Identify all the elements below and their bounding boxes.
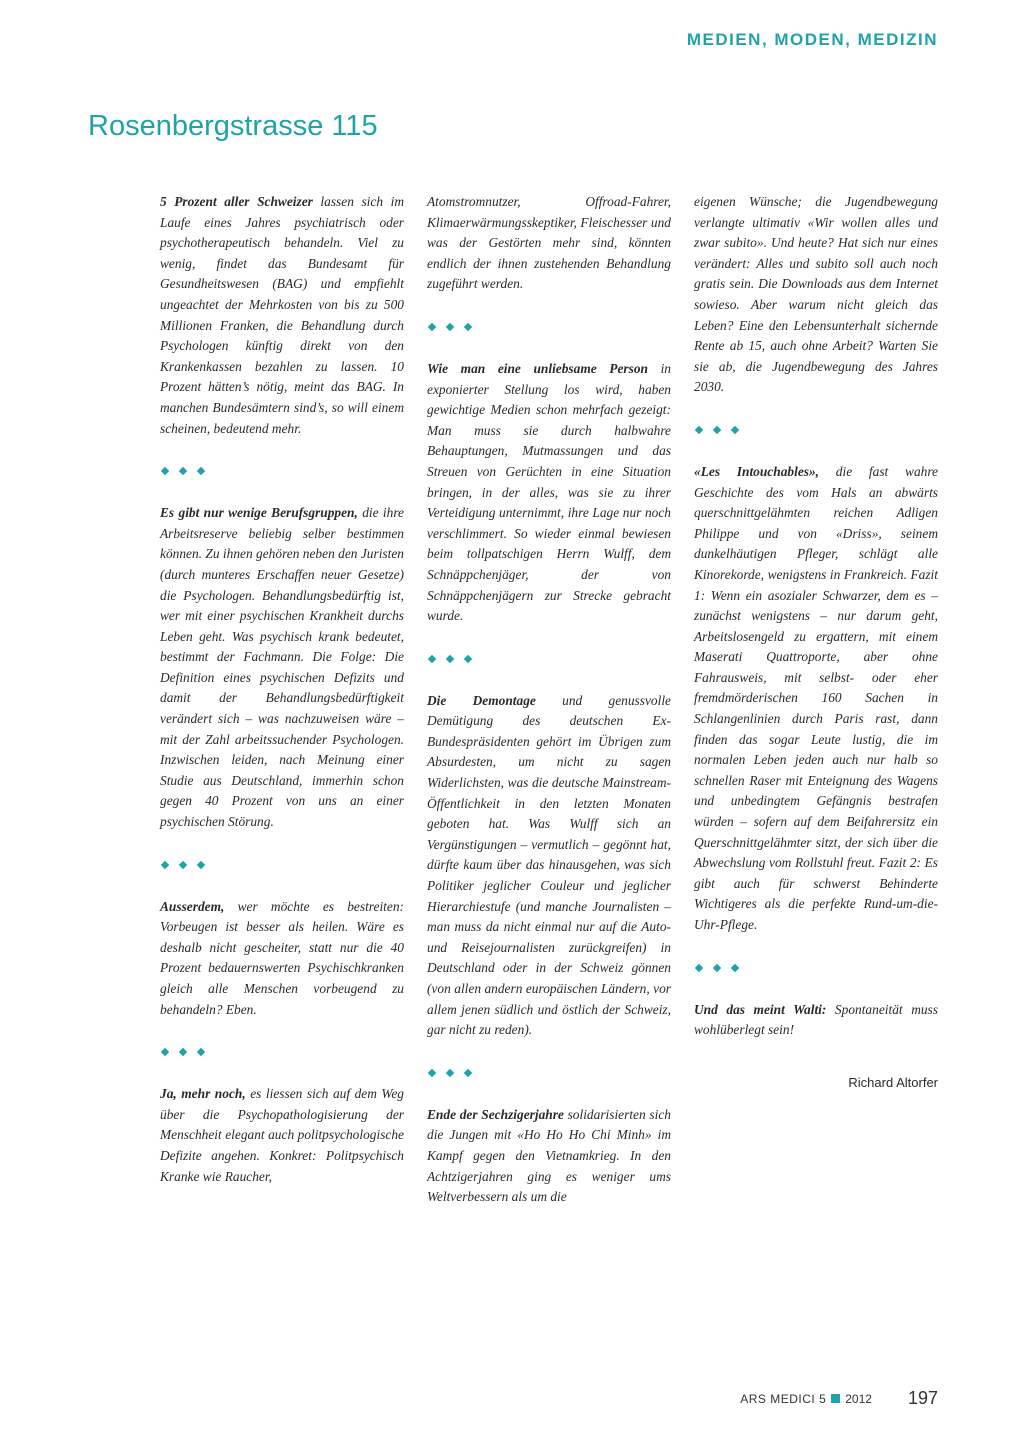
diamond-icon [428,323,436,331]
article-column-1 [160,192,404,1187]
journal-name: ARS MEDICI 5 [740,1391,827,1406]
page-title: Rosenbergstrasse 115 [88,110,378,142]
diamond-icon [713,963,721,971]
section-divider [160,461,404,481]
diamond-icon [446,1069,454,1077]
diamond-icon [464,323,472,331]
article-column-3 [694,192,938,1093]
section-divider [694,958,938,978]
diamond-icon [179,1048,187,1056]
section-divider [427,1063,671,1083]
article-column-2 [427,192,671,1208]
diamond-icon [428,1069,436,1077]
diamond-icon [179,860,187,868]
paragraph [427,359,671,627]
diamond-icon [161,467,169,475]
paragraph [160,503,404,833]
diamond-icon [464,654,472,662]
diamond-icon [731,963,739,971]
paragraph-text: lassen sich im Laufe eines Jahres psychiatrisch oder psychotherapeutisch behandeln. Viel zu wenig, findet das Bundesamt für Gesundheitswesen (BAG) und empfiehlt ungeachtet der Mehrkosten von bis zu 500 Millionen Franken, die Behandlung durch Psychologen künftig direkt von den Krankenkassen bezahlen zu lassen. 10 Prozent hätten’s nötig, meint das BAG. In manchen Bundesämtern sind’s, so will einem scheinen, bedeutend mehr. [160,194,404,436]
paragraph-text: Spontaneität muss wohlüberlegt sein! [694,1001,938,1038]
diamond-icon [197,860,205,868]
paragraph-lead: «Les Intouchables», [694,463,820,479]
paragraph-text: wer möchte es bestreiten: Vorbeugen ist besser als heilen. Wäre es deshalb nicht gescheiter, statt nur die 40 Prozent bedauernswerten Psychischkranken gleich alle Menschen vorbeugend zu behandeln? Eben. [160,898,404,1017]
diamond-icon [428,654,436,662]
section-divider [160,1042,404,1062]
section-label: MEDIEN, MODEN, MEDIZIN [686,30,938,49]
paragraph-text: die fast wahre Geschichte des vom Hals an abwärts querschnittgelähmten reichen Adligen Philippe und von «Driss», seinem dunkelhäutigen Pfleger, schlägt alle Kinorekorde, wenigstens in Frankreich. Fazit 1: Wenn ein asozialer Schwarzer, dem es – zunächst wenigstens – nur darum geht, Arbeitslosengeld zu ergattern, mit einem Maserati Quattroporte, aber ohne Fahrausweis, mit selbst- oder eher fremdmörderischen 160 Sachen in Schlangenlinien durch Paris rast, dann finden das sogar Leute lustig, die im normalen Leben jeden auch nur halb so schnellen Raser mit Enteignung des Wagens und unbedingtem Gefängnis bestrafen würden – sofern auf dem Beifahrersitz ein Querschnittgelähmter sitzt, der sich über die Abwechslung vom Rollstuhl freut. Fazit 2: Es gibt auch für schwerst Behinderte Wichtigeres als die perfekte Rund-um-die-Uhr-Pflege. [694,463,938,932]
paragraph [427,1105,671,1208]
page-number: 197 [907,1388,938,1408]
section-divider [160,855,404,875]
paragraph [160,192,404,439]
section-divider [427,317,671,337]
paragraph [694,462,938,936]
diamond-icon [446,323,454,331]
paragraph-lead: Ja, mehr noch, [160,1086,246,1102]
paragraph-text: es liessen sich auf dem Weg über die Psychopathologisierung der Menschheit elegant auch politpsychologische Defizite angehen. Konkret: Politpsychisch Kranke wie Raucher, [160,1086,404,1184]
square-icon [831,1394,840,1403]
diamond-icon [464,1069,472,1077]
paragraph [160,897,404,1021]
paragraph [160,1084,404,1187]
issue-year: 2012 [845,1391,872,1406]
paragraph-text: Atomstromnutzer, Offroad-Fahrer, Klimaerwärmungsskeptiker, Fleischesser und was der Gestörten mehr sind, könnten endlich der ihnen zustehenden Behandlung zugeführt werden. [427,194,671,292]
diamond-icon [731,426,739,434]
paragraph-lead: Die Demontage [427,692,536,708]
paragraph-lead: Und das meint Walti: [694,1001,827,1017]
diamond-icon [197,1048,205,1056]
section-divider [694,420,938,440]
diamond-icon [695,426,703,434]
page-footer [740,1388,938,1409]
paragraph-lead: 5 Prozent aller Schweizer [160,194,313,209]
paragraph-lead: Es gibt nur wenige Berufsgruppen, [160,505,358,521]
diamond-icon [446,654,454,662]
paragraph-lead: Ausserdem, [160,898,225,914]
paragraph-text: in exponierter Stellung los wird, haben gewichtige Medien schon mehrfach gezeigt: Man muss sie durch halbwahre Behauptungen, Mutmassungen und das Streuen von Gerüchten in eine Situation bringen, in der alles, was sie zu ihrer Verteidigung unternimmt, ihre Lage nur noch verschlimmert. So wieder einmal bewiesen beim tollpatschigen Herrn Wulff, dem Schnäppchenjäger, der von Schnäppchenjägern zur Strecke gebracht wurde. [427,360,671,624]
paragraph-text: eigenen Wünsche; die Jugendbewegung verlangte ultimativ «Wir wollen alles und zwar subito». Und heute? Hat sich nur eines verändert: Alles und subito soll auch noch gratis sein. Die Downloads aus dem Internet sowieso. Aber warum nicht gleich das Leben? Eine den Lebensunterhalt sichernde Rente ab 15, auch ohne Arbeit? Warten Sie sie ab, die Jugendbewegung des Jahres 2030. [694,194,938,395]
diamond-icon [197,467,205,475]
diamond-icon [161,860,169,868]
diamond-icon [695,963,703,971]
paragraph-text: solidarisierten sich die Jungen mit «Ho Ho Ho Chi Minh» im Kampf gegen den Vietnamkrieg. In den Achtzigerjahren ging es weniger ums Weltverbessern als um die [427,1106,671,1205]
diamond-icon [179,467,187,475]
paragraph-lead: Wie man eine unliebsame Person [427,360,648,376]
paragraph-text: und genussvolle Demütigung des deutschen Ex-Bundespräsidenten gehört im Übrigen zum Absurdesten, um nicht zu sagen Widerlichsten, was die deutsche Mainstream-Öffentlichkeit in den letzten Monaten geboten hat. Was Wulff sich an Vergünstigungen – vermutlich – gegönnt hat, dürfte kaum über das hinausgehen, was sich Politiker jeglicher Couleur und jeglicher Hierarchiestufe (und manche Journalisten – man muss da nicht einmal nur auf die Auto- und Reisejournalisten zurückgreifen) in Deutschland oder in der Schweiz gönnen (von allen andern europäischen Ländern, vor allem jenen südlich und östlich der Schweiz, gar nicht zu reden). [427,692,671,1038]
paragraph [694,1000,938,1041]
paragraph [427,691,671,1041]
diamond-icon [713,426,721,434]
paragraph [694,192,938,398]
paragraph [427,192,671,295]
paragraph-text: die ihre Arbeitsreserve beliebig selber bestimmen können. Zu ihnen gehören neben den Juristen (durch munteres Erschaffen neuer Gesetze) die Psychologen. Behandlungsbedürftig ist, wer mit einer psychischen Krankheit durchs Leben geht. Was psychisch krank bedeutet, bestimmt der Fachmann. Die Folge: Die Definition eines psychischen Defizits und damit der Behandlungsbedürftigkeit verändert sich – was nachzuweisen wäre – mit der Zahl arbeitssuchender Psychologen. Inzwischen leiden, nach Meinung einer Studie aus Deutschland, immerhin schon gegen 40 Prozent von uns an einer psychischen Störung. [160,505,404,830]
section-divider [427,649,671,669]
author-byline: Richard Altorfer [848,1074,938,1090]
diamond-icon [161,1048,169,1056]
paragraph-lead: Ende der Sechzigerjahre [427,1106,564,1122]
